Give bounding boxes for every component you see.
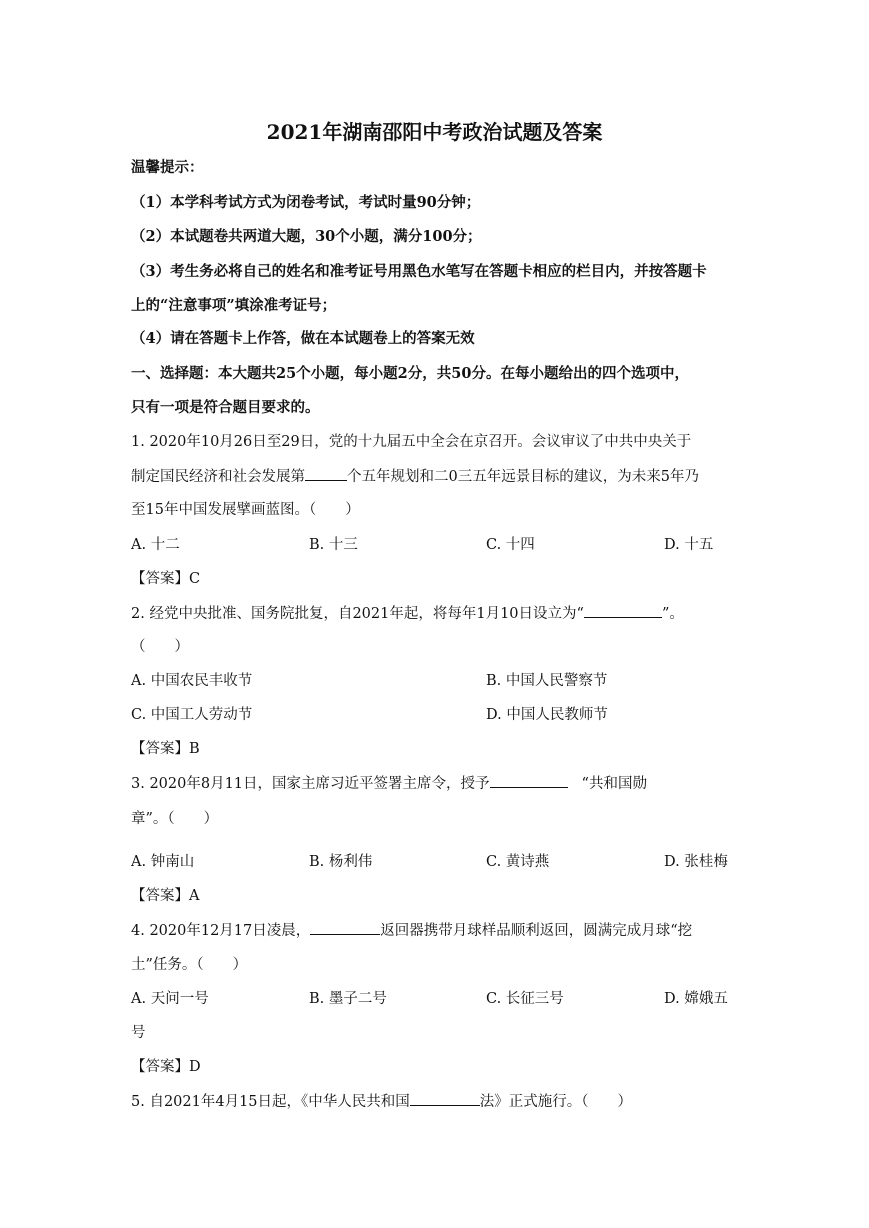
question-3-text xyxy=(131,773,751,794)
page-title: 2021年湖南邵阳中考政治试题及答案 xyxy=(266,120,603,144)
question-text-part: 返回器携带月球样品顺利返回，圆满完成月球“挖 xyxy=(380,923,693,939)
question-text-part: 个五年规划和二0三五年远景目标的建议，为未来5年乃 xyxy=(347,469,699,485)
question-1-text: 至15年中国发展擘画蓝图。（ ） xyxy=(131,502,360,518)
tip-item: （3）考生务必将自己的姓名和准考证号用黑色水笔写在答题卡相应的栏目内，并按答题卡 xyxy=(131,263,707,280)
question-text-part: ”。 xyxy=(661,606,684,622)
option-d: D. 中国人民教师节 xyxy=(486,707,608,723)
option-a: A. 十二 xyxy=(131,537,180,553)
question-text-part: 制定国民经济和社会发展第 xyxy=(131,469,305,485)
option-d: D. 嫦娥五 xyxy=(664,991,728,1007)
option-c: C. 黄诗燕 xyxy=(486,854,550,870)
option-a: A. 钟南山 xyxy=(131,854,195,870)
question-2-text xyxy=(131,603,751,624)
option-c: C. 十四 xyxy=(486,537,535,553)
answer-label: 【答案】B xyxy=(131,741,200,757)
option-b: B. 中国人民警察节 xyxy=(486,673,608,689)
option-b: B. 杨利伟 xyxy=(309,854,373,870)
question-text-part: 4. 2020年12月17日凌晨， xyxy=(131,923,311,939)
option-d: D. 张桂梅 xyxy=(664,854,728,870)
tip-item: （2）本试题卷共两道大题，30个小题，满分100分； xyxy=(131,228,482,245)
tips-heading: 温馨提示： xyxy=(131,159,204,176)
tip-item: （1）本学科考试方式为闭卷考试，考试时量90分钟； xyxy=(131,194,481,211)
option-a: A. 天问一号 xyxy=(131,991,209,1007)
fill-blank xyxy=(490,773,568,788)
fill-blank xyxy=(310,920,380,935)
question-1-text: 1. 2020年10月26日至29日，党的十九届五中全会在京召开。会议审议了中共中央关于 xyxy=(131,434,692,450)
section-heading: 一、选择题：本大题共25个小题，每小题2分，共50分。在每小题给出的四个选项中， xyxy=(131,365,689,382)
section-heading: 只有一项是符合题目要求的。 xyxy=(131,399,320,416)
option-c: C. 长征三号 xyxy=(486,991,564,1007)
question-text-part: 5. 自2021年4月15日起，《中华人民共和国 xyxy=(131,1094,410,1110)
question-text-part: 法》正式施行。（ ） xyxy=(479,1094,633,1110)
fill-blank xyxy=(584,603,662,618)
option-b: B. 十三 xyxy=(309,537,358,553)
answer-label: 【答案】D xyxy=(131,1059,201,1075)
tip-item: （4）请在答题卡上作答，做在本试题卷上的答案无效 xyxy=(131,330,475,347)
option-d: D. 十五 xyxy=(664,537,714,553)
option-a: A. 中国农民丰收节 xyxy=(131,673,253,689)
question-2-text: （ ） xyxy=(131,639,189,655)
answer-label: 【答案】A xyxy=(131,888,200,904)
fill-blank xyxy=(305,466,347,481)
question-text-part: “共和国勋 xyxy=(581,776,647,792)
question-text-part: 2. 经党中央批准、国务院批复，自2021年起，将每年1月10日设立为“ xyxy=(131,606,584,622)
option-b: B. 墨子二号 xyxy=(309,991,387,1007)
fill-blank xyxy=(410,1091,480,1106)
question-5-text xyxy=(131,1091,751,1112)
tip-item: 上的“注意事项”填涂准考证号； xyxy=(131,297,337,314)
question-3-text: 章”。（ ） xyxy=(131,811,219,827)
question-1-text xyxy=(131,466,751,487)
question-4-text: 土”任务。（ ） xyxy=(131,957,248,973)
option-c: C. 中国工人劳动节 xyxy=(131,707,253,723)
question-4-text xyxy=(131,920,751,941)
option-d-continued: 号 xyxy=(131,1025,146,1041)
answer-label: 【答案】C xyxy=(131,571,201,587)
question-text-part: 3. 2020年8月11日，国家主席习近平签署主席令，授予 xyxy=(131,776,490,792)
